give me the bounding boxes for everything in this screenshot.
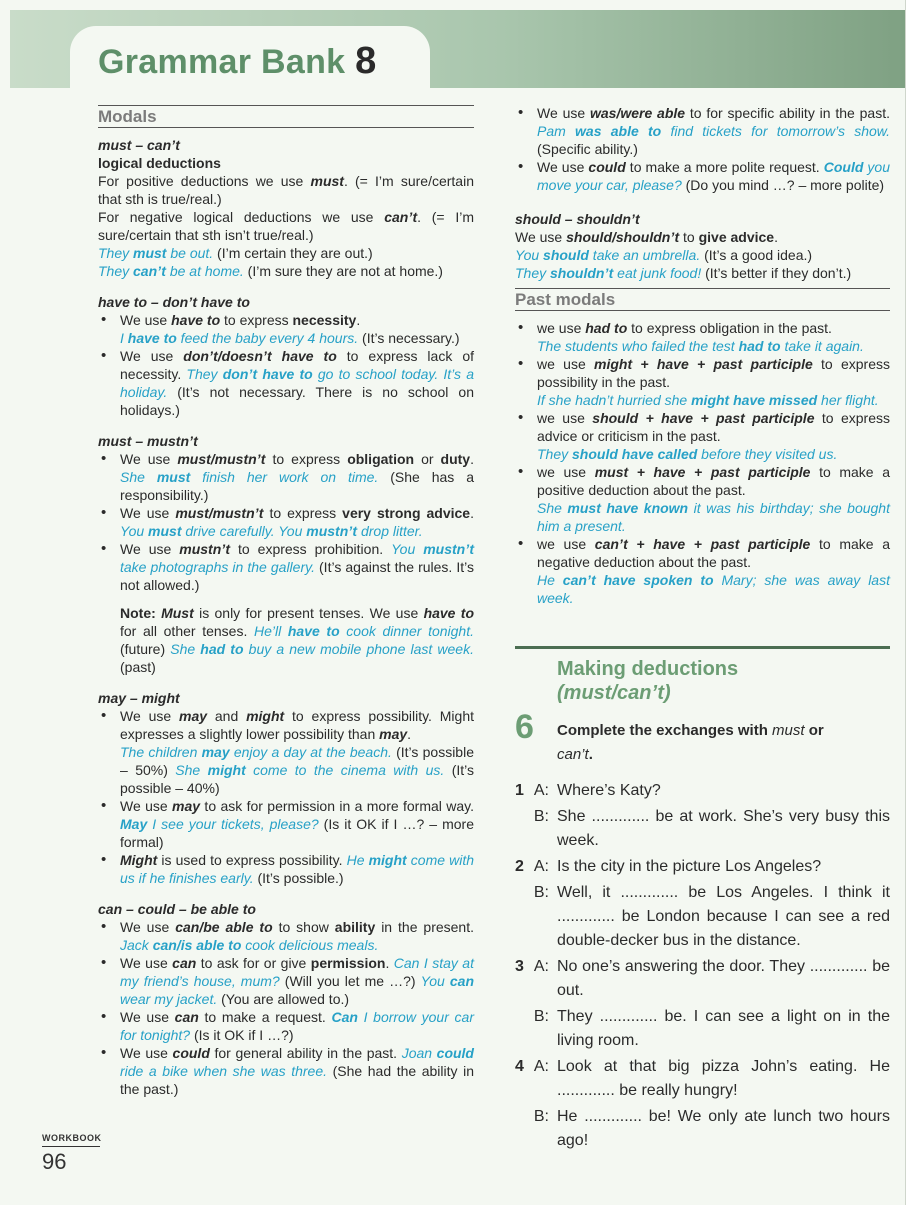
- exercise-line: [515, 779, 890, 803]
- example-cant: They can’t be at home. (I’m sure they are not at home.): [98, 263, 443, 279]
- was-able-list: [515, 104, 890, 194]
- dialog-text: Where’s Katy?: [557, 782, 661, 799]
- have-to-list: [98, 311, 474, 419]
- dialog-text: Well, it ............. be Los Angeles. I think it ............. be London because I can see a red double-decker bus in the distance.: [557, 884, 890, 949]
- exercise-line: [515, 805, 890, 853]
- example-must: They must be out. (I’m certain they are out.): [98, 245, 373, 261]
- speaker-label: A:: [533, 1058, 549, 1075]
- exercise-title: Making deductions (must/can’t): [557, 657, 890, 705]
- footer-divider: [42, 1146, 100, 1147]
- list-item: • we use might + have + past participle to express possibility in the past. If she hadn’t hurried she might have missed her flight.: [515, 355, 890, 409]
- may-might-list: [98, 707, 474, 887]
- list-item: • We use don’t/doesn’t have to to express lack of necessity. They don’t have to go to school today. It’s a holiday. (It’s not necessary. There is no school on holidays.): [98, 347, 474, 419]
- right-column: [515, 104, 890, 607]
- dialog-text: He ............. be! We only ate lunch two hours ago!: [557, 1108, 890, 1149]
- dialog-text: Look at that big pizza John’s eating. He ............. be really hungry!: [557, 1058, 890, 1099]
- dialog-text: No one’s answering the door. They ............. be out.: [557, 958, 890, 999]
- speaker-label: A:: [533, 958, 549, 975]
- exercise-line: [515, 955, 890, 1003]
- item-number: 1: [515, 782, 524, 799]
- exercise-section: [515, 646, 890, 1155]
- exercise-line: [515, 1005, 890, 1053]
- list-item: • We use could for general ability in the past. Joan could ride a bike when she was three. (She had the ability in the past.): [98, 1044, 474, 1098]
- dialog-text: They ............. be. I can see a light on in the living room.: [557, 1008, 890, 1049]
- page-title: Grammar Bank 8: [98, 40, 377, 82]
- list-item: • We use may to ask for permission in a more formal way. May I see your tickets, please? (Is it OK if I …? – more formal): [98, 797, 474, 851]
- list-item: • We use may and might to express possibility. Might expresses a slightly lower possibility than may. The children may enjoy a day at the beach. (It’s possible – 50%) She might come to the cinema with us. (It’s possible – 40%): [98, 707, 474, 797]
- exercise-items: [515, 779, 890, 1153]
- speaker-label: A:: [533, 858, 549, 875]
- subheading-can-could: can – could – be able to: [98, 901, 256, 917]
- exercise-instruction: 6 Complete the exchanges with must or can’t.: [515, 708, 824, 763]
- left-column: [98, 105, 474, 1098]
- subheading-should: should – shouldn’t: [515, 211, 640, 227]
- list-item: • We use mustn’t to express prohibition. You mustn’t take photographs in the gallery. (It’s against the rules. It’s not allowed.): [98, 540, 474, 594]
- item-number: [515, 805, 529, 853]
- list-item: • we use should + have + past participle to express advice or criticism in the past. They should have called before they visited us.: [515, 409, 890, 463]
- section-heading-modals: Modals: [98, 105, 474, 128]
- speaker-label: B:: [533, 1008, 549, 1025]
- item-number: [515, 881, 529, 953]
- speaker-label: B:: [533, 884, 549, 901]
- exercise-title-paren: (must/can’t): [557, 682, 671, 704]
- exercise-line: [515, 855, 890, 879]
- list-item: • We use could to make a more polite request. Could you move your car, please? (Do you mind …? – more polite): [515, 158, 890, 194]
- example-shouldnt: They shouldn’t eat junk food! (It’s better if they don’t.): [515, 265, 852, 281]
- list-item: • We use must/mustn’t to express obligation or duty. She must finish her work on time. (She has a responsibility.): [98, 450, 474, 504]
- item-number: [515, 1005, 529, 1053]
- subheading-must-mustnt: must – mustn’t: [98, 433, 198, 449]
- page-number: 96: [42, 1149, 67, 1174]
- speaker-label: B:: [533, 808, 549, 825]
- list-item: • we use can’t + have + past participle to make a negative deduction about the past. He can’t have spoken to Mary; she was away last week.: [515, 535, 890, 607]
- exercise-line: [515, 1105, 890, 1153]
- list-item: • we use had to to express obligation in the past. The students who failed the test had to take it again.: [515, 319, 890, 355]
- exercise-number: 6: [515, 708, 534, 746]
- can-could-list: [98, 918, 474, 1098]
- subheading-may-might: may – might: [98, 690, 180, 706]
- note-must: Note: Must is only for present tenses. We use have to for all other tenses. He’ll have to cook dinner tonight. (future) She had to buy a new mobile phone last week. (past): [120, 605, 474, 675]
- rule-should: We use should/shouldn’t to give advice.: [515, 229, 778, 245]
- dialog-text: Is the city in the picture Los Angeles?: [557, 858, 822, 875]
- past-modals-list: [515, 319, 890, 607]
- list-item: • We use can to ask for or give permission. Can I stay at my friend’s house, mum? (Will you let me …?) You can wear my jacket. (You are allowed to.): [98, 954, 474, 1008]
- item-number: 3: [515, 958, 524, 975]
- list-item: • We use have to to express necessity. I have to feed the baby every 4 hours. (It’s necessary.): [98, 311, 474, 347]
- must-mustnt-list: [98, 450, 474, 594]
- rule-positive-deduction: For positive deductions we use must. (= I’m sure/certain that sth is true/real.): [98, 173, 474, 207]
- list-item: • Might is used to express possibility. He might come with us if he finishes early. (It’s possible.): [98, 851, 474, 887]
- exercise-line: [515, 881, 890, 953]
- speaker-label: B:: [533, 1108, 549, 1125]
- item-number: 2: [515, 858, 524, 875]
- section-heading-past-modals: Past modals: [515, 288, 890, 311]
- list-item: • we use must + have + past participle to make a positive deduction about the past. She must have known it was his birthday; she bought him a present.: [515, 463, 890, 535]
- list-item: • We use can to make a request. Can I borrow your car for tonight? (Is it OK if I …?): [98, 1008, 474, 1044]
- subheading-must-cant: must – can’t: [98, 137, 180, 153]
- exercise-line: [515, 1055, 890, 1103]
- dialog-text: She ............. be at work. She’s very busy this week.: [557, 808, 890, 849]
- example-should: You should take an umbrella. (It’s a good idea.): [515, 247, 813, 263]
- rule-negative-deduction: For negative logical deductions we use can’t. (= I’m sure/certain that sth isn’t true/real.): [98, 209, 474, 243]
- list-item: • We use can/be able to to show ability in the present. Jack can/is able to cook delicious meals.: [98, 918, 474, 954]
- item-number: [515, 1105, 529, 1153]
- list-item: • We use was/were able to for specific ability in the past. Pam was able to find tickets for tomorrow’s show. (Specific ability.): [515, 104, 890, 158]
- subheading-have-to: have to – don’t have to: [98, 294, 250, 310]
- subheading-logical-deductions: logical deductions: [98, 155, 221, 171]
- speaker-label: A:: [533, 782, 549, 799]
- unit-number: 8: [355, 40, 377, 82]
- item-number: 4: [515, 1058, 524, 1075]
- footer-workbook-label: WORKBOOK: [42, 1133, 102, 1143]
- list-item: • We use must/mustn’t to express very strong advice. You must drive carefully. You mustn’t drop litter.: [98, 504, 474, 540]
